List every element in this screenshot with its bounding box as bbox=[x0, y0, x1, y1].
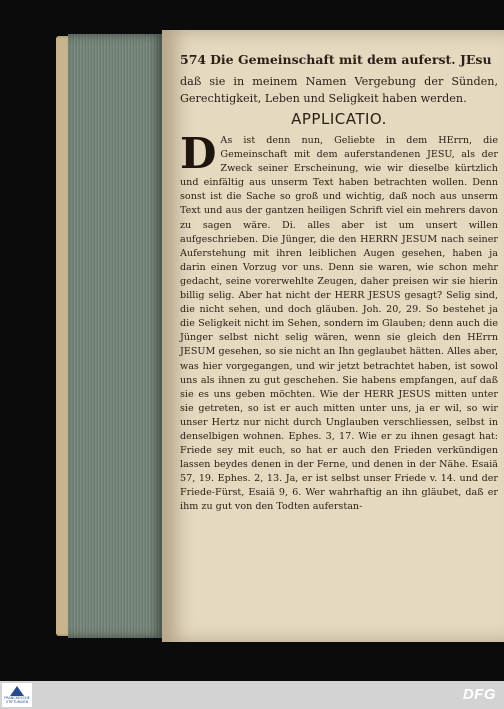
drop-cap: D bbox=[180, 129, 217, 178]
library-logo[interactable] bbox=[2, 683, 32, 707]
book-spread bbox=[56, 30, 504, 642]
running-title: Die Gemeinschaft mit dem auferst. JEsu bbox=[210, 52, 492, 67]
section-heading: APPLICATIO. bbox=[291, 110, 387, 128]
body-paragraph bbox=[180, 129, 498, 515]
page-number: 574 bbox=[180, 52, 207, 67]
dfg-logo[interactable]: DFG bbox=[462, 686, 496, 703]
page-block-edges bbox=[68, 34, 164, 638]
intro-paragraph: daß sie in meinem Namen Vergebung der Sünden, Gerechtigkeit, Leben und Seligkeit haben werden. bbox=[180, 75, 498, 105]
library-label: FRANCKESCHE STIFTUNGEN bbox=[4, 696, 30, 704]
viewer-footer bbox=[0, 681, 504, 709]
library-logo-icon bbox=[10, 686, 24, 696]
running-header bbox=[180, 52, 498, 67]
book-page bbox=[162, 30, 504, 642]
body-text: As ist denn nun, Geliebte in dem HErrn, die Gemeinschaft mit dem auferstandenen JESU, als der Zweck seiner Erscheinung, wie wir dieselbe kürtzlich und einfältig aus unserm Text haben betrachten wollen. Denn sonst ist die Sache so groß und wichtig, daß noch aus unserm Text und aus der gantzen heiligen Schrift viel ein mehrers davon zu sagen wäre. Di. alles aber ist um unsert willen aufgeschrieben. Die Jünger, die den HERRN JESUM nach seiner Auferstehung mit ihren leiblichen Augen gesehen, haben ja darin einen Vorzug vor uns. Denn sie waren, wie schon mehr gedacht, seine vorerwehlte Zeugen, daher preisen wir sie hierin billig selig. Aber hat nicht der HERR JESUS gesagt? Selig sind, die nicht sehen, und doch gläuben. Joh. 20, 29. So bestehet ja die Seligkeit nicht im Sehen, sondern im Glauben; denn auch die Jünger selbst nicht selig wären, wenn sie gleich den HErrn JESUM gesehen, so sie nicht an Ihn geglaubet hätten. Alles aber, was hier vorgegangen, und wir jetzt betrachtet haben, ist sowol uns als ihnen zu gut geschehen. Sie habens empfangen, auf daß sie es uns geben möchten. Wie der HERR JESUS mitten unter sie getreten, so ist er auch mitten unter uns, ja er wil, so wir unser Hertz nur nicht durch Unglauben verschliessen, selbst in denselbigen wohnen. Ephes. 3, 17. Wie er zu ihnen gesagt hat: Friede sey mit euch, so hat er auch den Frieden verkündigen lassen beydes denen in der Ferne, und denen in der Nähe. Esaiä 57, 19. Ephes. 2, 13. Ja, er ist selbst unser Friede v. 14. und der Friede-Fürst, Esaiä 9, 6. Wer wahrhaftig an ihn gläubet, daß er ihm zu gut von den Todten auferstan- bbox=[180, 135, 498, 513]
page-content bbox=[180, 52, 498, 632]
